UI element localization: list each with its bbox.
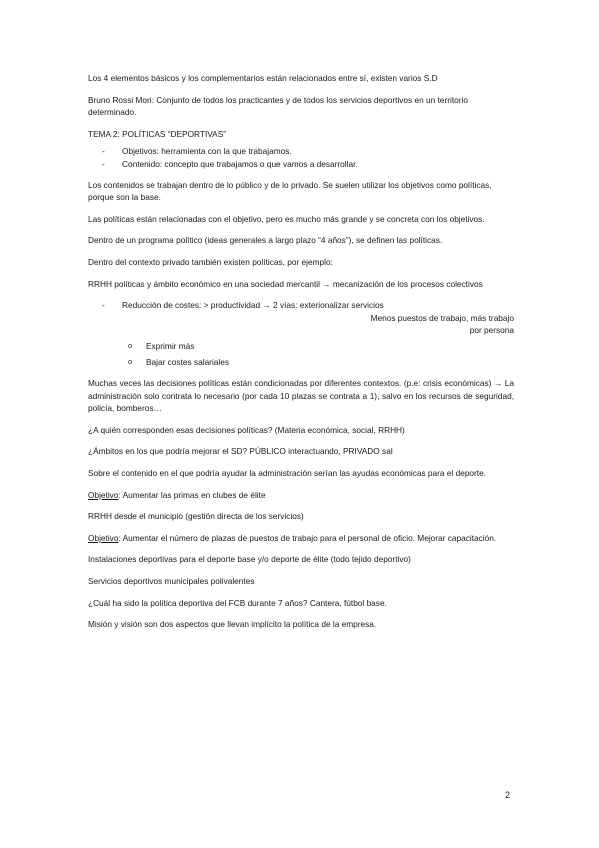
- paragraph: Sobre el contenido en el que podría ayudar la administración serían las ayudas económicas para el deporte.: [88, 468, 487, 479]
- list-item: - Reducción de costes: > productividad → 2 vías: exterionalizar servicios: [102, 300, 384, 311]
- dash-bullet: -: [102, 146, 105, 157]
- paragraph: Los contenidos se trabajan dentro de lo público y de lo privado. Se suelen utilizar los objetivos como políticas, porque son la base.: [88, 179, 492, 203]
- paragraph: Bruno Rossi Mori: Conjunto de todos los practicantes y de todos los servicios deportivos en un territorio determinado.: [88, 94, 468, 118]
- paragraph: Dentro del contexto privado también existen políticas, por ejemplo:: [88, 256, 333, 267]
- page-number: 2: [505, 790, 511, 800]
- objective-paragraph: Objetivo: Aumentar las primas en clubes de élite: [88, 489, 266, 500]
- circle-bullet: o: [128, 340, 133, 350]
- page-content: [88, 72, 514, 640]
- paragraph: Instalaciones deportivas para el deporte base y/o deporte de élite (todo tejido deportivo): [88, 554, 411, 565]
- sub-list-item: o Bajar costes salariales: [128, 356, 230, 367]
- paragraph: ¿Ámbitos en los que podría mejorar el SD? PÚBLICO interactuando, PRIVADO sal: [88, 446, 393, 457]
- paragraph: Las políticas están relacionadas con el objetivo, pero es mucho más grande y se concreta con los objetivos.: [88, 213, 485, 224]
- paragraph: RRHH políticas y ámbito económico en una sociedad mercantil → mecanización de los procesos colectivos: [88, 278, 483, 289]
- objective-label: Objetivo: [88, 489, 119, 500]
- paragraph: Servicios deportivos municipales polivalentes: [88, 576, 255, 587]
- right-aligned-note: por persona: [469, 325, 514, 336]
- right-aligned-note: Menos puestos de trabajo, más trabajo: [370, 312, 514, 323]
- list-item: - Objetivos: herramienta con la que trabajamos.: [102, 146, 292, 157]
- paragraph: Muchas veces las decisiones políticas están condicionadas por diferentes contextos. (p.e: crisis económicas) → La administración solo contrata lo necesario (por cada 10 plazas se contrata a 1), salvo en los recursos de seguridad, policía, bomberos…: [88, 378, 514, 414]
- sub-list-item: o Exprimir más: [128, 340, 195, 351]
- paragraph: Misión y visión son dos aspectos que llevan implícito la política de la empresa.: [88, 619, 377, 630]
- circle-bullet: o: [128, 356, 133, 366]
- objective-label: Objetivo: [88, 532, 119, 543]
- paragraph: ¿A quién corresponden esas decisiones políticas? (Materia económica, social, RRHH): [88, 424, 405, 435]
- paragraph: Los 4 elementos básicos y los complementarios están relacionados entre sí, existen varios S.D: [88, 73, 438, 83]
- dash-bullet: -: [102, 158, 105, 169]
- section-heading: TEMA 2: POLÍTICAS “DEPORTIVAS”: [88, 128, 227, 139]
- paragraph: Dentro de un programa político (ideas generales a largo plazo “4 años”), se definen las políticas.: [88, 235, 443, 246]
- paragraph: ¿Cuál ha sido la política deportiva del FCB durante 7 años? Cantera, fútbol base.: [88, 597, 387, 608]
- dash-bullet: -: [102, 300, 105, 311]
- list-item: - Contenido: concepto que trabajamos o que vamos a desarrollar.: [102, 158, 358, 169]
- paragraph: RRHH desde el municipio (gestión directa de los servicios): [88, 511, 304, 522]
- objective-paragraph: Objetivo: Aumentar el número de plazas de puestos de trabajo para el personal de oficio. Mejorar capacitación.: [88, 532, 497, 543]
